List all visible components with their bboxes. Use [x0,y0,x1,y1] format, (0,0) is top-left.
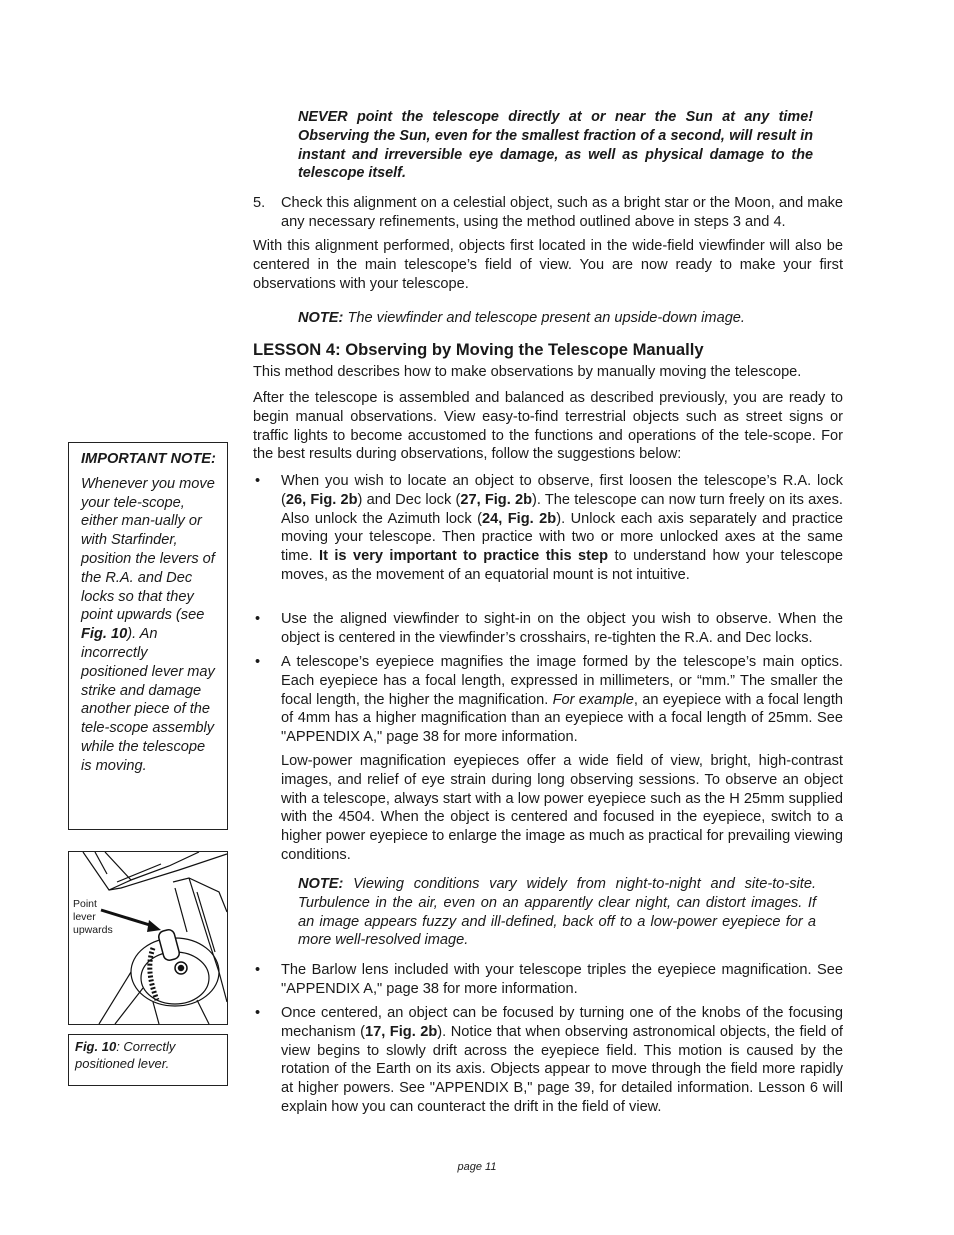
text: ). Notice that when observing astronomical objects, the field of view begins to slowly drift across the eyepiece field. This motion is caused by the rotation of the Earth on its axis. Objects appear to move through the field more rapidly at higher powers. See "APPENDIX B," page 39, for detailed information. Lesson 6 will explain how you can counteract the drift in the field of view. [281,1023,843,1115]
alignment-paragraph: With this alignment performed, objects first located in the wide-field viewfinder will also be centered in the main telescope’s field of view. You are now ready to make your first observations with your telescope. [253,238,843,292]
figure-label [73,898,113,937]
figure-ref: Fig. 10 [75,1039,117,1054]
figure-ref: 17, Fig. 2b [365,1023,438,1040]
step-5 [253,194,843,232]
text: ). An incorrectly positioned lever may strike and damage another piece of the tele-scope assembly while the telescope is moving. [81,626,215,774]
label-line: Point [73,898,97,910]
lesson-paragraph: After the telescope is assembled and balanced as described previously, you are ready to begin manual observations. View easy-to-find terrestrial objects such as street signs or traffic lights to become accustomed to the functions and operations of the tele-scope. For the best results during observations, follow the suggestions below: [253,390,843,463]
text: Use the aligned viewfinder to sight-in on the object you wish to observe. When the object is centered in the viewfinder’s crosshairs, re-tighten the R.A. and Dec locks. [281,611,843,646]
lesson-heading: LESSON 4: Observing by Moving the Telescope Manually [253,340,704,359]
text: Whenever you move your tele-scope, either man-ually or with Starfinder, position the levers of the R.A. and Dec locks so that they point upwards (see [81,475,215,624]
figure-10-caption [68,1034,228,1086]
lowpower-paragraph: Low-power magnification eyepieces offer a wide field of view, bright, high-contrast images, and relief of eye strain during long observing sessions. To observe an object with a telescope, always start with a low power eyepiece such as the H 25mm supplied with the 4504. When the object is centered and focused in the eyepiece, switch to a higher power eyepiece to enlarge the image as much as practical for prevailing viewing conditions. [281,753,843,863]
note-upside-down [298,309,818,328]
list-item [253,610,843,648]
label-line: lever [73,911,96,923]
emphasis: It is very important to practice this step [319,548,609,565]
text: Once centered, an object can be focused by turning one of the knobs of the focusing mechanism ( [281,1005,843,1040]
bullet: • [255,1005,261,1021]
step-number: 5. [253,195,266,211]
text: ) and Dec lock ( [357,491,461,508]
note-text: The viewfinder and telescope present an upside-down image. [343,310,745,326]
list-item [253,961,843,999]
bullet: • [255,473,261,489]
list-item [253,1004,843,1117]
note-viewing-conditions [298,875,816,950]
text: ). The telescope can now turn freely on its axes. Also unlock the Azimuth lock ( [281,491,843,527]
list-item [253,653,843,747]
figure-ref: 26, Fig. 2b [285,491,358,508]
caption-text: : Correctly positioned lever. [75,1039,176,1071]
note-label: NOTE: [298,876,344,892]
text: A telescope’s eyepiece magnifies the image formed by the telescope’s main optics. Each eyepiece has a focal length, expressed in millimeters, or “mm.” The smaller the focal length, the higher the magnification. [281,654,843,708]
text: , an eyepiece with a focal length of 4mm has a higher magnification than an eyepiece with a focal length of 25mm. See "APPENDIX A," page 38 for more information. [281,691,843,746]
bullet: • [255,962,261,978]
text: The Barlow lens included with your telescope triples the eyepiece magnification. See "APPENDIX A," page 38 for more information. [281,962,843,997]
emphasis: For example [552,691,634,708]
figure-ref: 24, Fig. 2b [482,510,557,527]
note-text: Viewing conditions vary widely from night-to-night and site-to-site. Turbulence in the air, even on an apparently clear night, can distort images. If an image appears fuzzy and ill-defined, back off to a low-power eyepiece for a more well-resolved image. [298,876,816,949]
important-note-box [68,442,228,830]
label-line: upwards [73,924,113,936]
sun-warning: NEVER point the telescope directly at or near the Sun at any time! Observing the Sun, even for the smallest fraction of a second, will result in instant and irreversible eye damage, as well as physical damage to the telescope itself. [298,109,813,182]
list-item [253,472,843,585]
step-text: Check this alignment on a celestial object, such as a bright star or the Moon, and make any necessary refinements, using the method outlined above in steps 3 and 4. [281,195,843,230]
figure-ref: 27, Fig. 2b [460,491,533,508]
important-note-text [81,475,217,776]
text: ). Unlock each axis separately and practice moving your telescope. Then practice with two or more unlocked axes at the same time. [281,510,844,565]
telescope-lever-drawing [69,852,227,1024]
bullet: • [255,611,261,627]
figure-10-illustration [68,851,228,1025]
bullet: • [255,654,261,670]
text: to understand how your telescope moves, as the movement of an equatorial mount is not intuitive. [281,548,843,583]
page-number: page 11 [457,1161,497,1173]
lesson-intro: This method describes how to make observations by manually moving the telescope. [253,364,802,380]
note-label: NOTE: [298,310,344,326]
text: When you wish to locate an object to observe, first loosen the telescope’s R.A. lock ( [281,473,843,508]
figure-ref: Fig. 10 [81,626,128,643]
important-note-heading: IMPORTANT NOTE: [81,451,216,467]
